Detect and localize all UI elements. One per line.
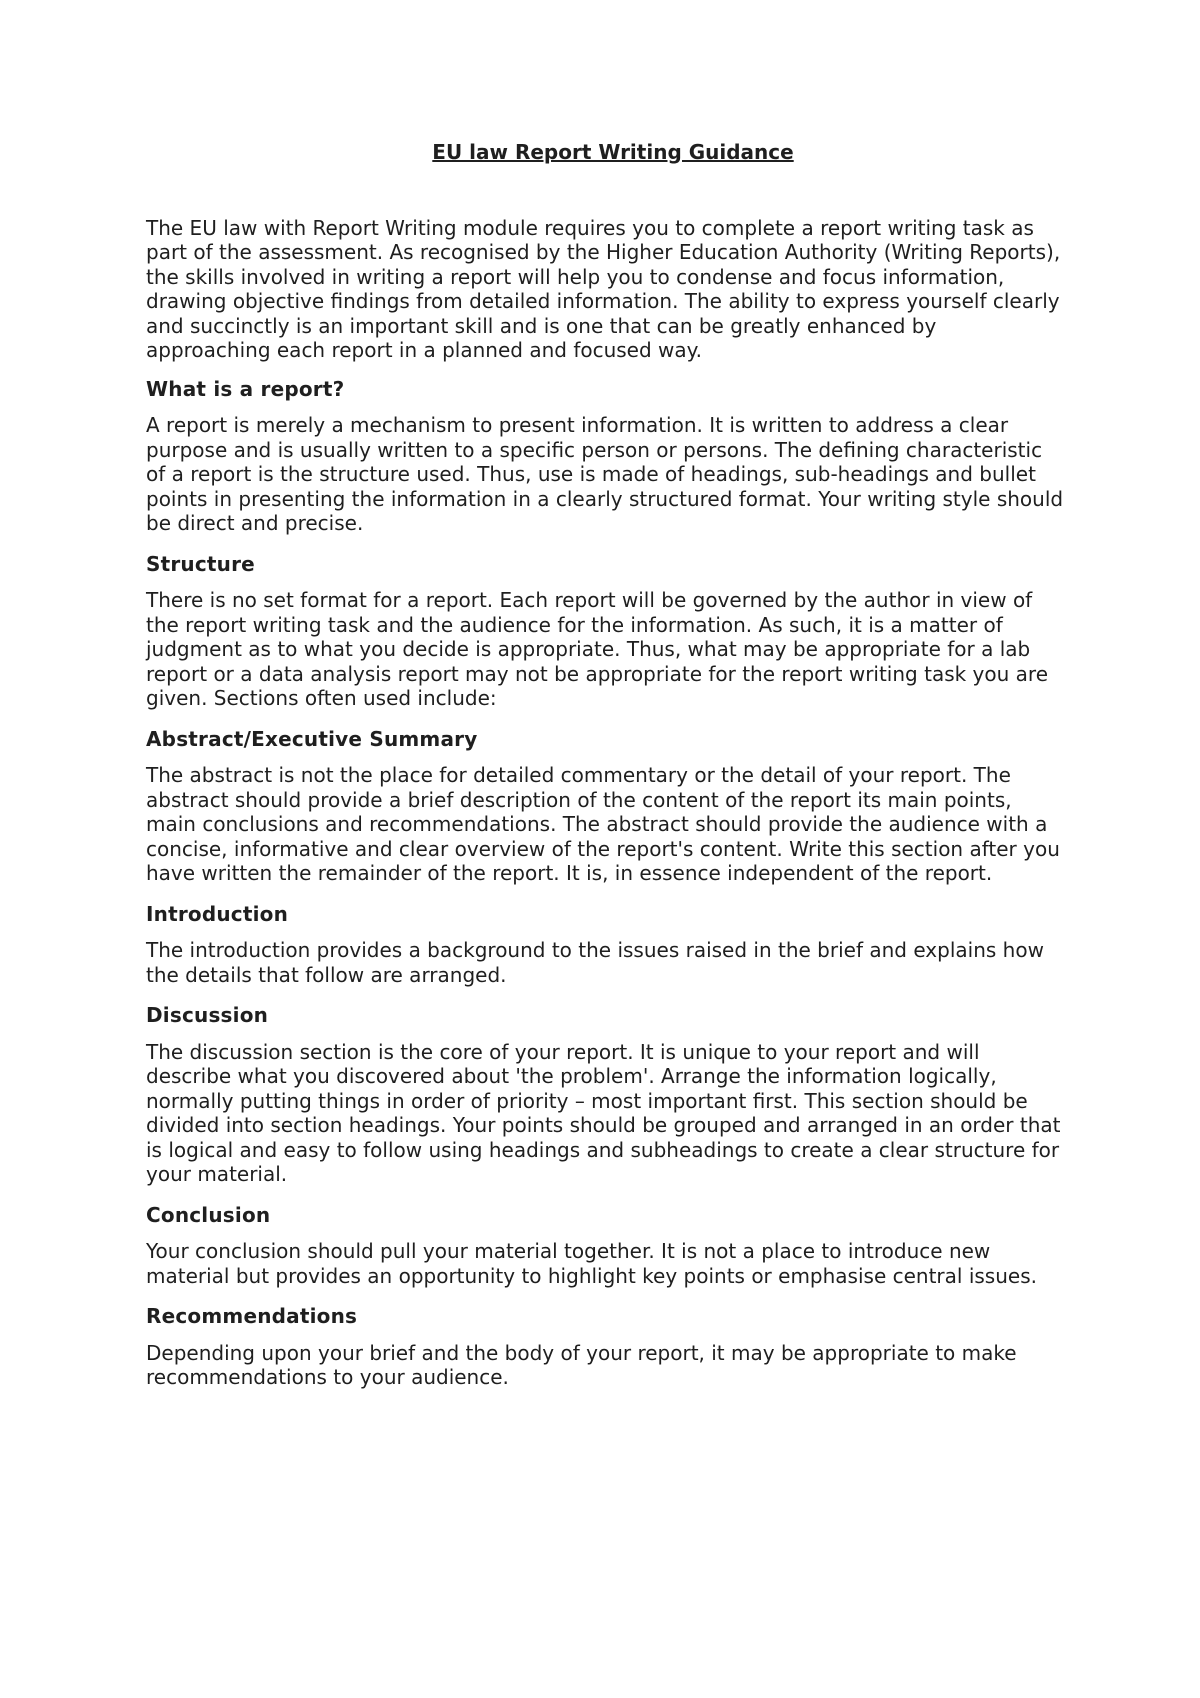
section-discussion bbox=[146, 1003, 1066, 1187]
section-heading: Discussion bbox=[146, 1003, 269, 1027]
intro-paragraph: The EU law with Report Writing module requires you to complete a report writing task as part of the assessment. As recognised by the Higher Education Authority (Writing Reports), the skills involved in writing a report will help you to condense and focus information, drawing objective findings from detailed information. The ability to express yourself clearly and succinctly is an important skill and is one that can be greatly enhanced by approaching each report in a planned and focused way. bbox=[146, 215, 1061, 362]
section-body: There is no set format for a report. Each report will be governed by the author in view of the report writing task and the audience for the information. As such, it is a matter of judgment as to what you decide is appropriate. Thus, what may be appropriate for a lab report or a data analysis report may not be appropriate for the report writing task you are given. Sections often used include: bbox=[146, 588, 1049, 710]
section-heading: Recommendations bbox=[146, 1304, 358, 1328]
section-body: The introduction provides a background to the issues raised in the brief and explains how the details that follow are arranged. bbox=[146, 938, 1044, 987]
section-abstract bbox=[146, 727, 1066, 886]
section-body: The discussion section is the core of your report. It is unique to your report and will describe what you discovered about 'the problem'. Arrange the information logically, normally putting things in order of priority – most important first. This section should be divided into section headings. Your points should be grouped and arranged in an order that is logical and easy to follow using headings and subheadings to create a clear structure for your material. bbox=[146, 1039, 1061, 1186]
section-heading: Abstract/Executive Summary bbox=[146, 726, 478, 751]
section-heading: What is a report? bbox=[146, 376, 345, 401]
section-introduction bbox=[146, 902, 1066, 988]
section-heading: Introduction bbox=[146, 901, 289, 926]
section-structure bbox=[146, 552, 1066, 711]
section-body: Depending upon your brief and the body of your report, it may be appropriate to make recommendations to your audience. bbox=[146, 1340, 1017, 1389]
section-recommendations bbox=[146, 1304, 1066, 1390]
document-title: EU law Report Writing Guidance bbox=[432, 140, 794, 164]
section-body: A report is merely a mechanism to present information. It is written to address a clear purpose and is usually written to a specific person or persons. The defining characteristic of a report is the structure used. Thus, use is made of headings, sub-headings and bullet points in presenting the information in a clearly structured format. Your writing style should be direct and precise. bbox=[146, 413, 1064, 535]
document-page bbox=[146, 140, 1066, 1406]
section-body: Your conclusion should pull your material together. It is not a place to introduce new material but provides an opportunity to highlight key points or emphasise central issues. bbox=[146, 1239, 1037, 1288]
section-what-is-a-report bbox=[146, 377, 1066, 536]
section-heading: Structure bbox=[146, 551, 255, 576]
section-conclusion bbox=[146, 1203, 1066, 1289]
section-body: The abstract is not the place for detailed commentary or the detail of your report. The abstract should provide a brief description of the content of the report its main points, main conclusions and recommendations. The abstract should provide the audience with a concise, informative and clear overview of the report's content. Write this section after you have written the remainder of the report. It is, in essence independent of the report. bbox=[146, 763, 1060, 885]
section-heading: Conclusion bbox=[146, 1202, 271, 1227]
